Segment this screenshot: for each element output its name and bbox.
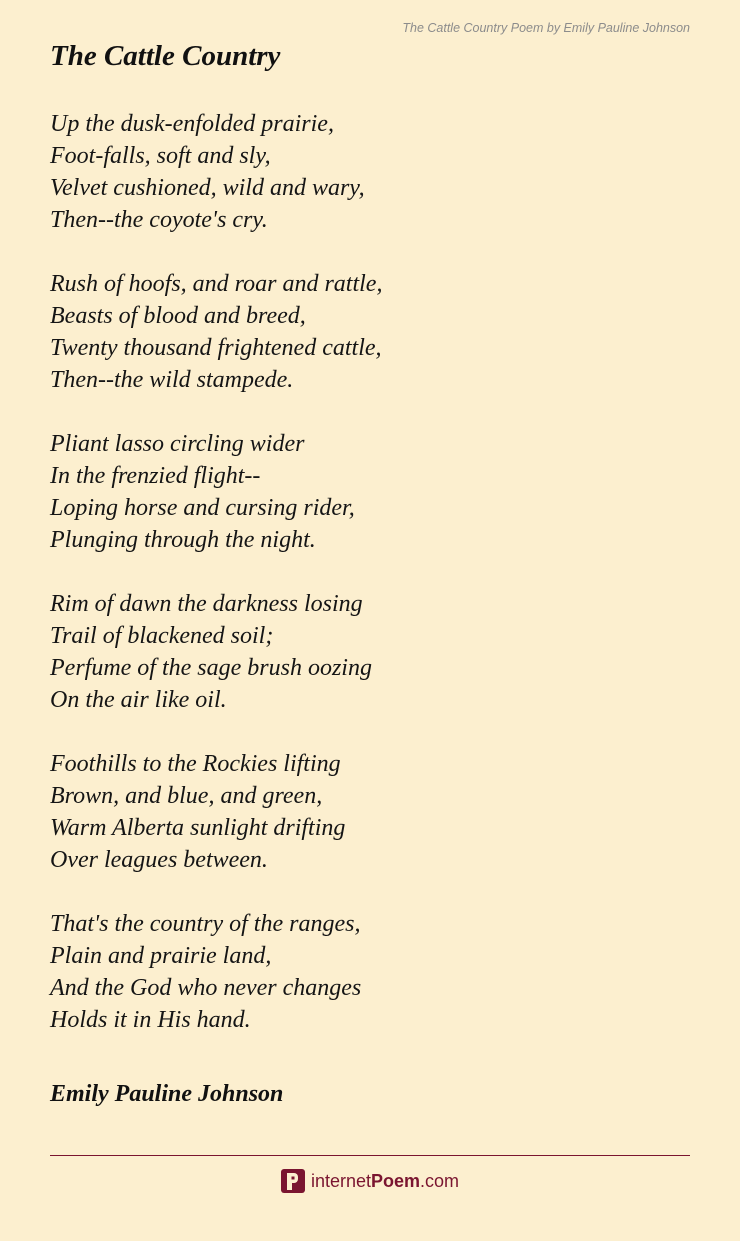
stanza — [50, 588, 690, 748]
stanza — [50, 108, 690, 268]
poem-line: Pliant lasso circling wider — [50, 431, 305, 457]
poem-line: Plain and prairie land, — [50, 943, 272, 969]
poem-line: Rush of hoofs, and roar and rattle, — [50, 271, 383, 297]
poem-line: Beasts of blood and breed, — [50, 303, 306, 329]
brand-part-internet: internet — [310, 1171, 371, 1191]
poem-line: Trail of blackened soil; — [50, 623, 274, 649]
internetpoem-logo-icon — [281, 1169, 305, 1193]
poem-line: Foothills to the Rockies lifting — [50, 751, 341, 777]
stanza — [50, 268, 690, 428]
poem-author: Emily Pauline Johnson — [50, 1081, 284, 1107]
poem-line: Warm Alberta sunlight drifting — [50, 815, 346, 841]
poem-line: Foot-falls, soft and sly, — [50, 143, 271, 169]
poem-title: The Cattle Country — [50, 40, 281, 72]
poem-line: Rim of dawn the darkness losing — [50, 591, 363, 617]
poem-line: Brown, and blue, and green, — [50, 783, 323, 809]
poem-line: Up the dusk-enfolded prairie, — [50, 111, 334, 137]
site-brand — [311, 1169, 459, 1193]
poem-line: Holds it in His hand. — [50, 1007, 251, 1033]
poem-line: Plunging through the night. — [50, 527, 316, 553]
footer-divider — [50, 1155, 690, 1156]
poem-line: That's the country of the ranges, — [50, 911, 361, 937]
stanza — [50, 748, 690, 908]
poem-line: Perfume of the sage brush oozing — [50, 655, 372, 681]
header-caption: The Cattle Country Poem by Emily Pauline Johnson — [402, 21, 690, 35]
poem-line: Loping horse and cursing rider, — [50, 495, 355, 521]
footer — [0, 1167, 740, 1195]
poem-line: Then--the coyote's cry. — [50, 207, 268, 233]
site-logo-link[interactable] — [281, 1169, 459, 1193]
poem-line: And the God who never changes — [50, 975, 362, 1001]
poem-body — [50, 108, 690, 1068]
stanza — [50, 908, 690, 1068]
brand-part-com: .com — [420, 1171, 460, 1191]
poem-line: Twenty thousand frightened cattle, — [50, 335, 382, 361]
poem-line: Velvet cushioned, wild and wary, — [50, 175, 365, 201]
poem-line: On the air like oil. — [50, 687, 227, 713]
poem-line: In the frenzied flight-- — [50, 463, 261, 489]
stanza — [50, 428, 690, 588]
brand-part-poem: Poem — [371, 1171, 421, 1191]
poem-line: Over leagues between. — [50, 847, 268, 873]
poem-line: Then--the wild stampede. — [50, 367, 294, 393]
